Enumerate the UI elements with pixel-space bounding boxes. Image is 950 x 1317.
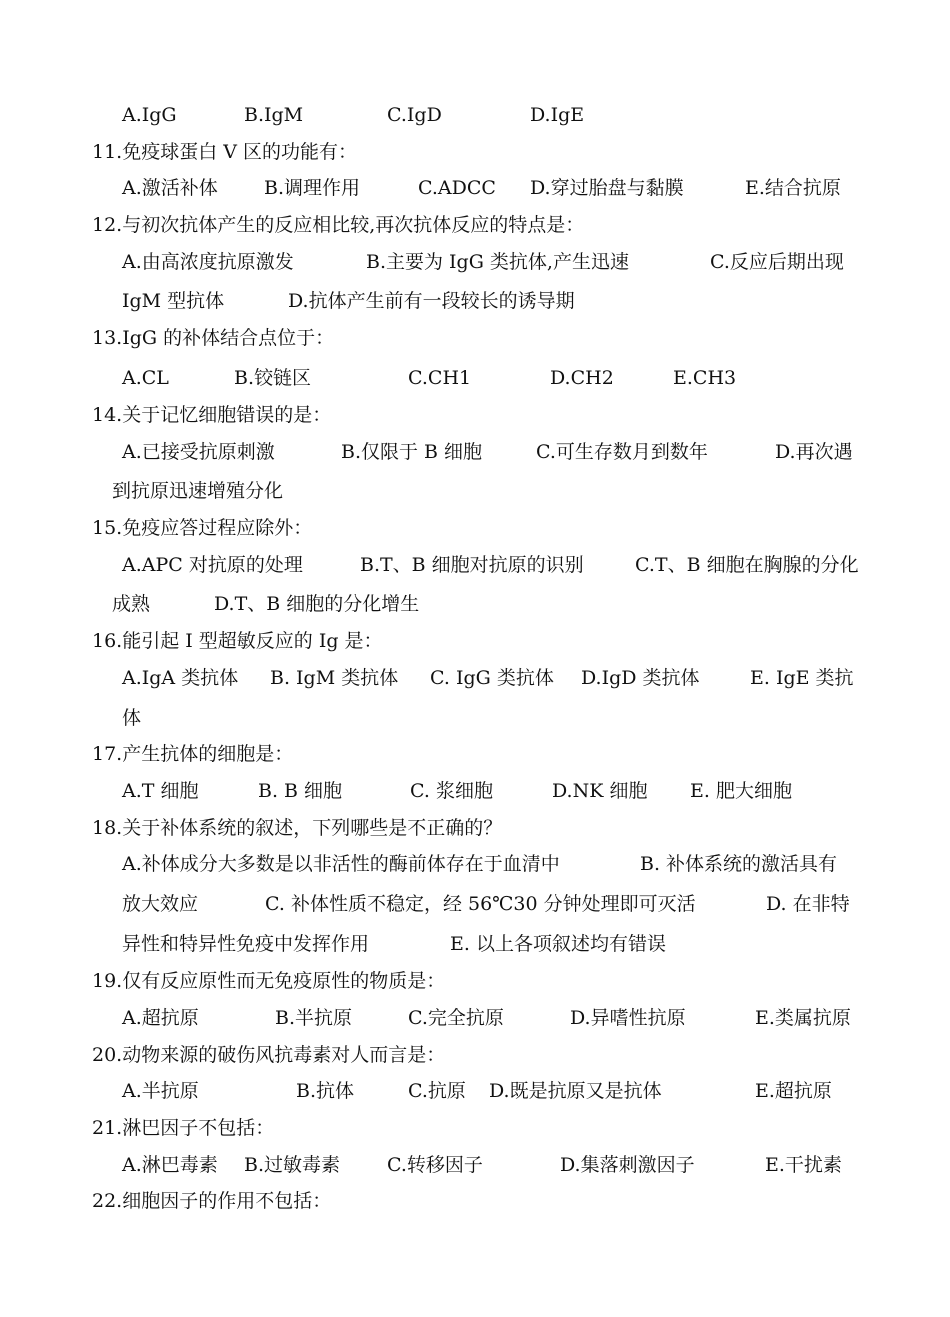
q17-stem: 17.产生抗体的细胞是：: [92, 743, 294, 765]
q12-option-d: D.抗体产生前有一段较长的诱导期: [288, 290, 575, 312]
q19-option-b: B.半抗原: [275, 1007, 353, 1029]
q16-option-e-cont: 体: [122, 707, 142, 729]
q17-option-b: B. B 细胞: [258, 780, 343, 802]
q21-option-d: D.集落刺激因子: [560, 1154, 695, 1176]
q18-option-b: B. 补体系统的激活具有: [640, 853, 838, 875]
q17-option-a: A.T 细胞: [122, 780, 199, 802]
q18-option-e: E. 以上各项叙述均有错误: [450, 933, 666, 955]
q13-option-a: A.CL: [122, 367, 169, 389]
q14-option-b: B.仅限于 B 细胞: [341, 441, 483, 463]
q15-option-c-cont: 成熟: [112, 593, 151, 615]
q15-option-d: D.T、B 细胞的分化增生: [214, 593, 420, 615]
q18-option-a: A.补体成分大多数是以非活性的酶前体存在于血清中: [122, 853, 560, 875]
q15-option-b: B.T、B 细胞对抗原的识别: [360, 554, 584, 576]
q19-option-c: C.完全抗原: [408, 1007, 504, 1029]
q16-option-b: B. IgM 类抗体: [270, 667, 399, 689]
q20-option-c: C.抗原: [408, 1080, 466, 1102]
q15-option-a: A.APC 对抗原的处理: [122, 554, 303, 576]
q14-option-d-cont: 到抗原迅速增殖分化: [112, 480, 284, 502]
q17-option-e: E. 肥大细胞: [690, 780, 792, 802]
q12-option-a: A.由高浓度抗原激发: [122, 251, 294, 273]
q11-stem: 11.免疫球蛋白 V 区的功能有：: [92, 141, 358, 163]
q20-option-b: B.抗体: [296, 1080, 355, 1102]
q16-option-a: A.IgA 类抗体: [122, 667, 239, 689]
q16-stem: 16.能引起 I 型超敏反应的 Ig 是：: [92, 630, 383, 652]
q21-option-e: E.干扰素: [765, 1154, 842, 1176]
q16-option-d: D.IgD 类抗体: [581, 667, 700, 689]
q18-option-d-cont: 异性和特异性免疫中发挥作用: [122, 933, 370, 955]
q11-option-d: D.穿过胎盘与黏膜: [530, 177, 684, 199]
q18-option-b-cont: 放大效应: [122, 893, 199, 915]
q19-option-a: A.超抗原: [122, 1007, 199, 1029]
q12-option-c: C.反应后期出现: [710, 251, 844, 273]
q19-stem: 19.仅有反应原性而无免疫原性的物质是：: [92, 970, 446, 992]
q14-option-c: C.可生存数月到数年: [536, 441, 708, 463]
q17-option-d: D.NK 细胞: [552, 780, 648, 802]
q10-option-c: C.IgD: [387, 104, 442, 126]
q14-stem: 14.关于记忆细胞错误的是：: [92, 404, 332, 426]
q20-stem: 20.动物来源的破伤风抗毒素对人而言是：: [92, 1044, 446, 1066]
q21-option-c: C.转移因子: [387, 1154, 483, 1176]
q15-stem: 15.免疫应答过程应除外：: [92, 517, 313, 539]
q18-stem: 18.关于补体系统的叙述，下列哪些是不正确的？: [92, 817, 503, 839]
q18-option-d: D. 在非特: [766, 893, 850, 915]
q17-option-c: C. 浆细胞: [410, 780, 493, 802]
q10-option-d: D.IgE: [530, 104, 585, 126]
q20-option-e: E.超抗原: [755, 1080, 832, 1102]
q10-option-b: B.IgM: [244, 104, 304, 126]
q22-stem: 22.细胞因子的作用不包括：: [92, 1190, 332, 1212]
q11-option-a: A.激活补体: [122, 177, 218, 199]
q12-option-c-cont: IgM 型抗体: [122, 290, 225, 312]
q13-stem: 13.IgG 的补体结合点位于：: [92, 327, 335, 349]
q13-option-c: C.CH1: [408, 367, 472, 389]
q16-option-e: E. IgE 类抗: [750, 667, 854, 689]
q13-option-b: B.铰链区: [234, 367, 312, 389]
q16-option-c: C. IgG 类抗体: [430, 667, 554, 689]
q20-option-d: D.既是抗原又是抗体: [489, 1080, 662, 1102]
q21-stem: 21.淋巴因子不包括：: [92, 1117, 275, 1139]
q19-option-e: E.类属抗原: [755, 1007, 851, 1029]
q18-option-c: C. 补体性质不稳定，经 56℃30 分钟处理即可灭活: [265, 893, 696, 915]
q19-option-d: D.异嗜性抗原: [570, 1007, 686, 1029]
q12-option-b: B.主要为 IgG 类抗体,产生迅速: [366, 251, 629, 273]
q10-option-a: A.IgG: [122, 104, 177, 126]
q11-option-e: E.结合抗原: [745, 177, 841, 199]
q13-option-e: E.CH3: [673, 367, 737, 389]
q13-option-d: D.CH2: [550, 367, 614, 389]
q15-option-c: C.T、B 细胞在胸腺的分化: [635, 554, 859, 576]
q20-option-a: A.半抗原: [122, 1080, 199, 1102]
q14-option-a: A.已接受抗原刺激: [122, 441, 275, 463]
q21-option-a: A.淋巴毒素: [122, 1154, 218, 1176]
q12-stem: 12.与初次抗体产生的反应相比较,再次抗体反应的特点是：: [92, 214, 585, 236]
q11-option-b: B.调理作用: [264, 177, 361, 199]
q11-option-c: C.ADCC: [418, 177, 496, 199]
q21-option-b: B.过敏毒素: [244, 1154, 341, 1176]
q14-option-d: D.再次遇: [775, 441, 853, 463]
